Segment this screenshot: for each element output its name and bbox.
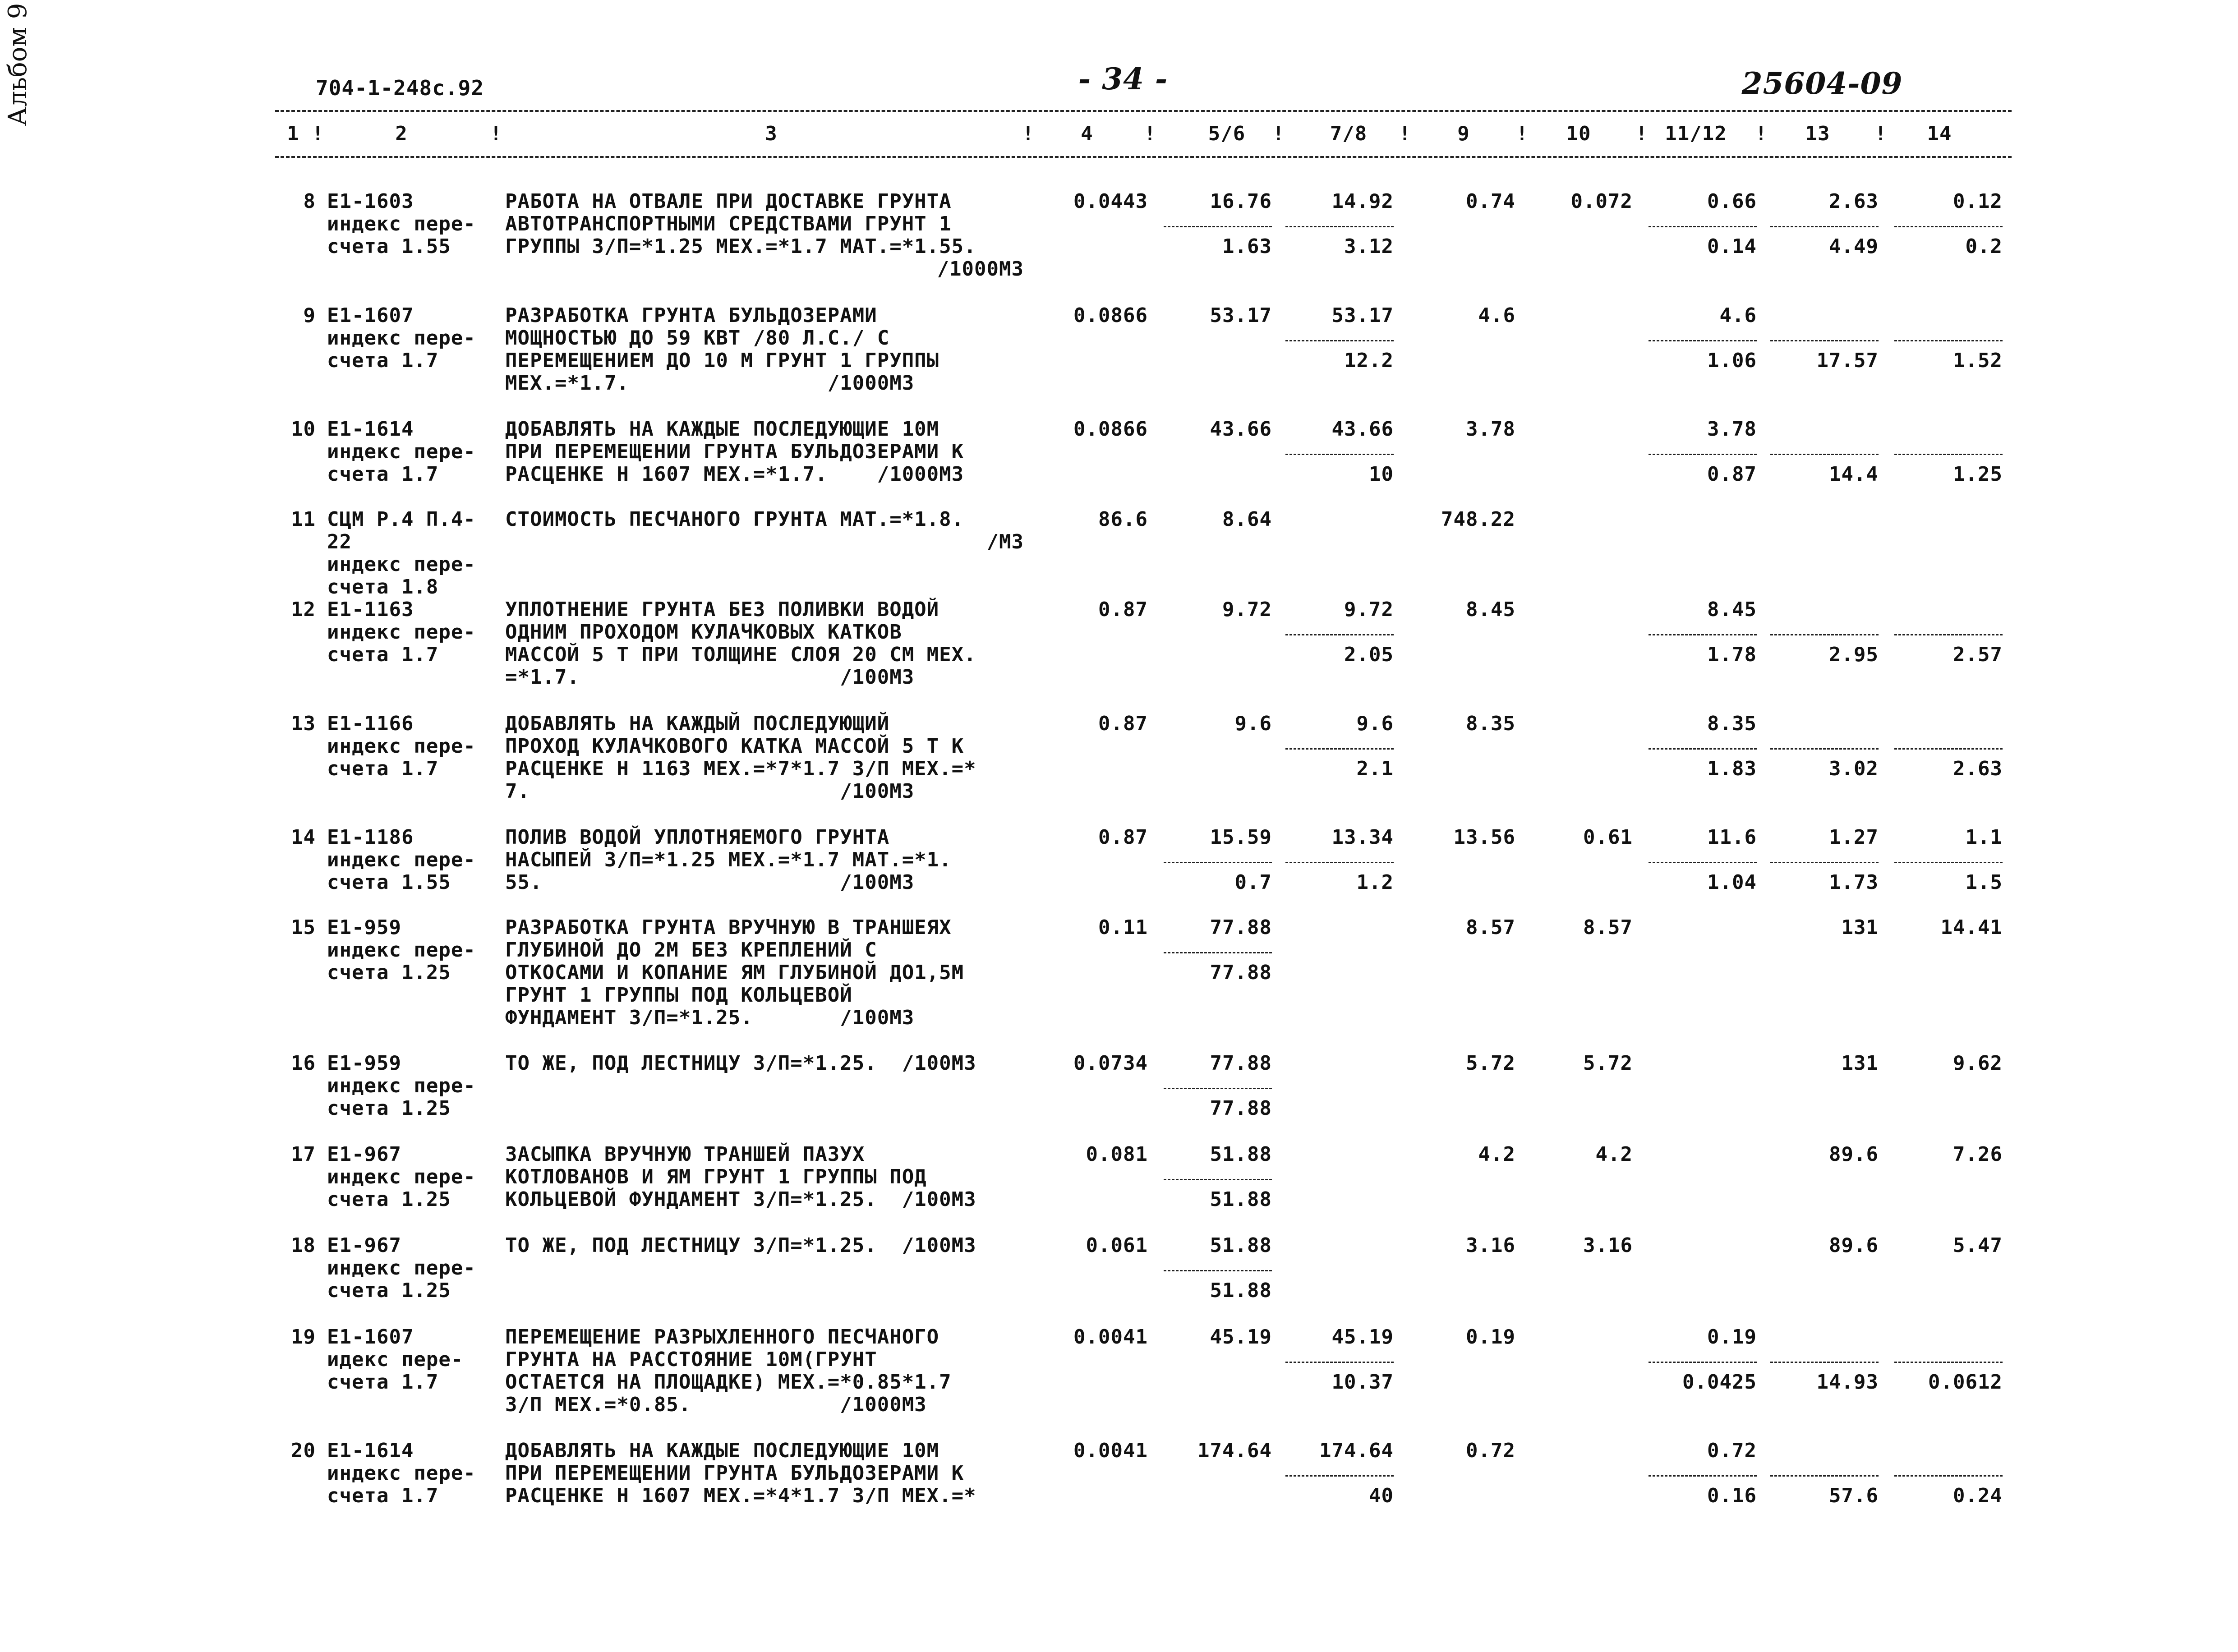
split-line-c1112 xyxy=(1649,634,1757,635)
quantity-value: 0.0041 xyxy=(1073,1325,1148,1348)
value-c13-sub: 1.73 xyxy=(1829,871,1879,894)
work-description: УПЛОТНЕНИЕ ГРУНТА БЕЗ ПОЛИВКИ ВОДОЙ xyxy=(505,598,939,621)
rate-code: счета 1.7 xyxy=(327,1371,439,1394)
split-line-c78 xyxy=(1285,1475,1394,1477)
column-header-7: 9 xyxy=(1457,122,1470,145)
value-c56: 51.88 xyxy=(1210,1143,1272,1166)
value-c10: 0.072 xyxy=(1570,190,1633,213)
column-divider: ! xyxy=(1755,122,1768,145)
value-c13: 89.6 xyxy=(1829,1234,1879,1257)
rate-code: Е1-1614 xyxy=(327,1439,414,1462)
value-c1112: 8.35 xyxy=(1707,712,1757,735)
rate-code: индекс пере- xyxy=(327,1256,476,1279)
rate-code: Е1-967 xyxy=(327,1143,401,1166)
split-line-c13 xyxy=(1770,634,1879,635)
row-number: 11 xyxy=(291,508,316,531)
split-line-c1112 xyxy=(1649,454,1757,455)
value-c14-sub: 1.25 xyxy=(1953,463,2003,486)
rate-code: счета 1.8 xyxy=(327,575,439,598)
value-c9: 8.45 xyxy=(1466,598,1515,621)
rate-code: счета 1.25 xyxy=(327,1279,451,1302)
value-c56: 9.6 xyxy=(1234,712,1272,735)
quantity-value: 0.061 xyxy=(1086,1234,1148,1257)
unit-of-measure: /М3 xyxy=(986,530,1024,553)
value-c56-sub: 0.7 xyxy=(1234,871,1272,894)
column-header-1: 1 xyxy=(287,122,299,145)
rate-code: Е1-1614 xyxy=(327,418,414,441)
value-c9: 3.16 xyxy=(1466,1234,1515,1257)
column-divider: ! xyxy=(1635,122,1648,145)
value-c1112: 8.45 xyxy=(1707,598,1757,621)
rate-code: СЦМ Р.4 П.4- xyxy=(327,508,476,531)
value-c14-sub: 0.2 xyxy=(1965,235,2003,258)
value-c10: 4.2 xyxy=(1595,1143,1633,1166)
rate-code: счета 1.7 xyxy=(327,1484,439,1507)
value-c13-sub: 14.4 xyxy=(1829,463,1879,486)
value-c56-sub: 1.63 xyxy=(1222,235,1272,258)
rate-code: индекс пере- xyxy=(327,1462,476,1485)
split-line-c13 xyxy=(1770,862,1879,863)
rate-code: индекс пере- xyxy=(327,621,476,644)
column-header-5: 5/6 xyxy=(1208,122,1246,145)
column-divider: ! xyxy=(1874,122,1887,145)
value-c78-sub: 12.2 xyxy=(1344,349,1394,372)
value-c1112: 0.72 xyxy=(1707,1439,1757,1462)
work-description: ПРОХОД КУЛАЧКОВОГО КАТКА МАССОЙ 5 Т К xyxy=(505,735,964,758)
row-number: 13 xyxy=(291,712,316,735)
column-header-4: 4 xyxy=(1081,122,1093,145)
split-line-c13 xyxy=(1770,748,1879,750)
value-c14: 5.47 xyxy=(1953,1234,2003,1257)
rate-code: индекс пере- xyxy=(327,440,476,463)
value-c1112-sub: 1.06 xyxy=(1707,349,1757,372)
value-c78: 45.19 xyxy=(1331,1325,1394,1348)
rate-code: Е1-959 xyxy=(327,1052,401,1075)
split-line-c13 xyxy=(1770,340,1879,341)
value-c13-sub: 57.6 xyxy=(1829,1484,1879,1507)
column-header-2: 2 xyxy=(395,122,408,145)
value-c13: 131 xyxy=(1841,916,1879,939)
rate-code: Е1-959 xyxy=(327,916,401,939)
work-description: ОСТАЕТСЯ НА ПЛОЩАДКЕ) МЕХ.=*0.85*1.7 xyxy=(505,1371,952,1394)
split-line-c78 xyxy=(1285,454,1394,455)
split-line-c14 xyxy=(1894,634,2003,635)
rate-code: Е1-1186 xyxy=(327,826,414,849)
rate-code: Е1-1163 xyxy=(327,598,414,621)
rate-code: индекс пере- xyxy=(327,1165,476,1188)
rate-code: счета 1.7 xyxy=(327,463,439,486)
split-line-c56 xyxy=(1164,1088,1272,1089)
work-description: З/П МЕХ.=*0.85. /1000М3 xyxy=(505,1393,927,1416)
value-c78-sub: 10 xyxy=(1369,463,1394,486)
work-description: 55. /100М3 xyxy=(505,871,915,894)
work-description: МЕХ.=*1.7. /1000М3 xyxy=(505,372,915,395)
split-line-c1112 xyxy=(1649,340,1757,341)
value-c56: 43.66 xyxy=(1210,418,1272,441)
rate-code: идекс пере- xyxy=(327,1348,464,1371)
rate-code: индекс пере- xyxy=(327,1074,476,1097)
row-number: 18 xyxy=(291,1234,316,1257)
value-c78-sub: 1.2 xyxy=(1356,871,1394,894)
work-description: =*1.7. /100М3 xyxy=(505,666,915,689)
row-number: 14 xyxy=(291,826,316,849)
column-header-8: 10 xyxy=(1566,122,1591,145)
work-description: ТО ЖЕ, ПОД ЛЕСТНИЦУ З/П=*1.25. /100М3 xyxy=(505,1234,976,1257)
value-c14-sub: 2.63 xyxy=(1953,757,2003,780)
work-description: ПРИ ПЕРЕМЕЩЕНИИ ГРУНТА БУЛЬДОЗЕРАМИ К xyxy=(505,440,964,463)
column-divider: ! xyxy=(1022,122,1035,145)
quantity-value: 0.87 xyxy=(1098,598,1148,621)
work-description: ГРУППЫ З/П=*1.25 МЕХ.=*1.7 МАТ.=*1.55. xyxy=(505,235,976,258)
value-c78: 43.66 xyxy=(1331,418,1394,441)
value-c1112: 11.6 xyxy=(1707,826,1757,849)
split-line-c14 xyxy=(1894,226,2003,227)
quantity-value: 0.87 xyxy=(1098,712,1148,735)
work-description: КОТЛОВАНОВ И ЯМ ГРУНТ 1 ГРУППЫ ПОД xyxy=(505,1165,927,1188)
value-c13-sub: 2.95 xyxy=(1829,643,1879,666)
rate-code: Е1-1607 xyxy=(327,304,414,327)
value-c78: 9.6 xyxy=(1356,712,1394,735)
value-c14-sub: 0.24 xyxy=(1953,1484,2003,1507)
split-line-c56 xyxy=(1164,1270,1272,1271)
value-c13: 2.63 xyxy=(1829,190,1879,213)
value-c14: 9.62 xyxy=(1953,1052,2003,1075)
value-c78-sub: 3.12 xyxy=(1344,235,1394,258)
split-line-c13 xyxy=(1770,1475,1879,1477)
value-c1112-sub: 0.14 xyxy=(1707,235,1757,258)
work-description: ЗАСЫПКА ВРУЧНУЮ ТРАНШЕЙ ПАЗУХ xyxy=(505,1143,865,1166)
value-c56: 8.64 xyxy=(1222,508,1272,531)
value-c10: 8.57 xyxy=(1583,916,1633,939)
work-description: МАССОЙ 5 Т ПРИ ТОЛЩИНЕ СЛОЯ 20 СМ МЕХ. xyxy=(505,643,976,666)
value-c78: 9.72 xyxy=(1344,598,1394,621)
value-c9: 0.74 xyxy=(1466,190,1515,213)
value-c1112: 0.66 xyxy=(1707,190,1757,213)
album-label-text: Альбом 9 xyxy=(3,3,32,126)
rate-code: счета 1.7 xyxy=(327,643,439,666)
column-divider: ! xyxy=(1272,122,1285,145)
row-number: 12 xyxy=(291,598,316,621)
row-number: 15 xyxy=(291,916,316,939)
work-description: РАЗРАБОТКА ГРУНТА БУЛЬДОЗЕРАМИ xyxy=(505,304,877,327)
rate-code: Е1-1607 xyxy=(327,1325,414,1348)
value-c9: 0.19 xyxy=(1466,1325,1515,1348)
split-line-c14 xyxy=(1894,1362,2003,1363)
column-header-9: 11/12 xyxy=(1665,122,1727,145)
split-line-c56 xyxy=(1164,226,1272,227)
quantity-value: 0.0866 xyxy=(1073,418,1148,441)
value-c78-sub: 40 xyxy=(1369,1484,1394,1507)
work-description: МОЩНОСТЬЮ ДО 59 КВТ /80 Л.С./ С xyxy=(505,327,890,350)
value-c14: 14.41 xyxy=(1940,916,2003,939)
split-line-c13 xyxy=(1770,1362,1879,1363)
value-c9: 0.72 xyxy=(1466,1439,1515,1462)
split-line-c1112 xyxy=(1649,1475,1757,1477)
column-divider: ! xyxy=(1144,122,1156,145)
column-divider: ! xyxy=(490,122,502,145)
row-number: 10 xyxy=(291,418,316,441)
row-number: 20 xyxy=(291,1439,316,1462)
split-line-c78 xyxy=(1285,340,1394,341)
rate-code: индекс пере- xyxy=(327,735,476,758)
quantity-value: 0.081 xyxy=(1086,1143,1148,1166)
rate-code: счета 1.25 xyxy=(327,1188,451,1211)
value-c9: 8.35 xyxy=(1466,712,1515,735)
value-c56: 174.64 xyxy=(1197,1439,1272,1462)
value-c78: 174.64 xyxy=(1319,1439,1394,1462)
quantity-value: 86.6 xyxy=(1098,508,1148,531)
value-c56-sub: 77.88 xyxy=(1210,1097,1272,1120)
value-c1112-sub: 1.04 xyxy=(1707,871,1757,894)
column-divider: ! xyxy=(1516,122,1529,145)
header-rule-top xyxy=(275,110,2012,112)
value-c9: 13.56 xyxy=(1453,826,1515,849)
value-c56: 15.59 xyxy=(1210,826,1272,849)
split-line-c78 xyxy=(1285,862,1394,863)
split-line-c14 xyxy=(1894,340,2003,341)
rate-code: счета 1.55 xyxy=(327,235,451,258)
work-description: ПРИ ПЕРЕМЕЩЕНИИ ГРУНТА БУЛЬДОЗЕРАМИ К xyxy=(505,1462,964,1485)
value-c1112-sub: 0.87 xyxy=(1707,463,1757,486)
value-c1112: 4.6 xyxy=(1719,304,1757,327)
value-c13-sub: 3.02 xyxy=(1829,757,1879,780)
row-number: 8 xyxy=(303,190,316,213)
row-number: 17 xyxy=(291,1143,316,1166)
split-line-c1112 xyxy=(1649,748,1757,750)
value-c78-sub: 10.37 xyxy=(1331,1371,1394,1394)
row-number: 19 xyxy=(291,1325,316,1348)
work-description: АВТОТРАНСПОРТНЫМИ СРЕДСТВАМИ ГРУНТ 1 xyxy=(505,212,952,235)
rate-code: счета 1.25 xyxy=(327,1097,451,1120)
quantity-value: 0.0443 xyxy=(1073,190,1148,213)
rate-code: Е1-1166 xyxy=(327,712,414,735)
split-line-c56 xyxy=(1164,862,1272,863)
split-line-c78 xyxy=(1285,1362,1394,1363)
value-c1112-sub: 1.78 xyxy=(1707,643,1757,666)
work-description: ГЛУБИНОЙ ДО 2М БЕЗ КРЕПЛЕНИЙ С xyxy=(505,939,877,962)
value-c9: 4.6 xyxy=(1478,304,1515,327)
split-line-c1112 xyxy=(1649,1362,1757,1363)
work-description: ДОБАВЛЯТЬ НА КАЖДЫЕ ПОСЛЕДУЮЩИЕ 10М xyxy=(505,418,939,441)
value-c56: 77.88 xyxy=(1210,916,1272,939)
work-description: ФУНДАМЕНТ З/П=*1.25. /100М3 xyxy=(505,1006,915,1029)
rate-code: индекс пере- xyxy=(327,212,476,235)
value-c56: 51.88 xyxy=(1210,1234,1272,1257)
row-number: 9 xyxy=(303,304,316,327)
column-header-11: 14 xyxy=(1927,122,1952,145)
split-line-c14 xyxy=(1894,862,2003,863)
value-c78-sub: 2.1 xyxy=(1356,757,1394,780)
value-c56: 9.72 xyxy=(1222,598,1272,621)
value-c56: 77.88 xyxy=(1210,1052,1272,1075)
work-description: РАСЦЕНКЕ Н 1607 МЕХ.=*1.7. /1000М3 xyxy=(505,463,964,486)
split-line-c1112 xyxy=(1649,226,1757,227)
split-line-c78 xyxy=(1285,748,1394,750)
value-c14-sub: 0.0612 xyxy=(1928,1371,2003,1394)
value-c78: 53.17 xyxy=(1331,304,1394,327)
rate-code: индекс пере- xyxy=(327,939,476,962)
value-c56: 16.76 xyxy=(1210,190,1272,213)
value-c78: 13.34 xyxy=(1331,826,1394,849)
document-code: 704-1-248с.92 xyxy=(316,76,484,100)
album-side-label xyxy=(0,0,32,126)
split-line-c56 xyxy=(1164,1179,1272,1180)
column-header-3: 3 xyxy=(765,122,778,145)
page-number: - 34 - xyxy=(1078,61,1168,97)
value-c1112: 3.78 xyxy=(1707,418,1757,441)
work-description: 7. /100М3 xyxy=(505,780,915,803)
document-number: 25604-09 xyxy=(1741,66,1903,101)
rate-code: индекс пере- xyxy=(327,848,476,871)
work-description: ОТКОСАМИ И КОПАНИЕ ЯМ ГЛУБИНОЙ ДО1,5М xyxy=(505,961,964,984)
quantity-value: 0.87 xyxy=(1098,826,1148,849)
split-line-c78 xyxy=(1285,226,1394,227)
value-c9: 8.57 xyxy=(1466,916,1515,939)
split-line-c78 xyxy=(1285,634,1394,635)
split-line-c14 xyxy=(1894,1475,2003,1477)
quantity-value: 0.0041 xyxy=(1073,1439,1148,1462)
row-number: 16 xyxy=(291,1052,316,1075)
work-description: РАСЦЕНКЕ Н 1163 МЕХ.=*7*1.7 З/П МЕХ.=* xyxy=(505,757,976,780)
work-description: ДОБАВЛЯТЬ НА КАЖДЫЙ ПОСЛЕДУЮЩИЙ xyxy=(505,712,890,735)
work-description: ПОЛИВ ВОДОЙ УПЛОТНЯЕМОГО ГРУНТА xyxy=(505,826,890,849)
rate-code: Е1-1603 xyxy=(327,190,414,213)
work-description: ДОБАВЛЯТЬ НА КАЖДЫЕ ПОСЛЕДУЮЩИЕ 10М xyxy=(505,1439,939,1462)
value-c1112-sub: 0.0425 xyxy=(1682,1371,1757,1394)
column-header-6: 7/8 xyxy=(1330,122,1368,145)
split-line-c1112 xyxy=(1649,862,1757,863)
value-c78-sub: 2.05 xyxy=(1344,643,1394,666)
value-c14-sub: 1.5 xyxy=(1965,871,2003,894)
work-description: РАСЦЕНКЕ Н 1607 МЕХ.=*4*1.7 З/П МЕХ.=* xyxy=(505,1484,976,1507)
rate-code: счета 1.55 xyxy=(327,871,451,894)
value-c14: 7.26 xyxy=(1953,1143,2003,1166)
work-description: ТО ЖЕ, ПОД ЛЕСТНИЦУ З/П=*1.25. /100М3 xyxy=(505,1052,976,1075)
split-line-c14 xyxy=(1894,748,2003,750)
work-description: РАЗРАБОТКА ГРУНТА ВРУЧНУЮ В ТРАНШЕЯХ xyxy=(505,916,952,939)
value-c10: 3.16 xyxy=(1583,1234,1633,1257)
value-c14-sub: 2.57 xyxy=(1953,643,2003,666)
value-c13-sub: 17.57 xyxy=(1816,349,1879,372)
value-c13: 89.6 xyxy=(1829,1143,1879,1166)
value-c56-sub: 51.88 xyxy=(1210,1279,1272,1302)
column-header-10: 13 xyxy=(1805,122,1830,145)
rate-code: счета 1.7 xyxy=(327,349,439,372)
value-c56: 53.17 xyxy=(1210,304,1272,327)
rate-code: индекс пере- xyxy=(327,553,476,576)
value-c14: 1.1 xyxy=(1965,826,2003,849)
work-description: ГРУНТА НА РАССТОЯНИЕ 10М(ГРУНТ xyxy=(505,1348,877,1371)
value-c13: 131 xyxy=(1841,1052,1879,1075)
work-description: КОЛЬЦЕВОЙ ФУНДАМЕНТ З/П=*1.25. /100М3 xyxy=(505,1188,976,1211)
work-description: НАСЫПЕЙ З/П=*1.25 МЕХ.=*1.7 МАТ.=*1. xyxy=(505,848,952,871)
quantity-value: 0.0734 xyxy=(1073,1052,1148,1075)
value-c10: 5.72 xyxy=(1583,1052,1633,1075)
split-line-c13 xyxy=(1770,226,1879,227)
work-description: ОДНИМ ПРОХОДОМ КУЛАЧКОВЫХ КАТКОВ xyxy=(505,621,902,644)
value-c13-sub: 4.49 xyxy=(1829,235,1879,258)
quantity-value: 0.11 xyxy=(1098,916,1148,939)
value-c13: 1.27 xyxy=(1829,826,1879,849)
value-c56-sub: 77.88 xyxy=(1210,961,1272,984)
work-description: СТОИМОСТЬ ПЕСЧАНОГО ГРУНТА МАТ.=*1.8. xyxy=(505,508,964,531)
work-description: ГРУНТ 1 ГРУППЫ ПОД КОЛЬЦЕВОЙ xyxy=(505,984,852,1007)
column-divider: ! xyxy=(312,122,324,145)
quantity-value: 0.0866 xyxy=(1073,304,1148,327)
header-rule-bottom xyxy=(275,156,2012,158)
work-description: ПЕРЕМЕЩЕНИЕМ ДО 10 М ГРУНТ 1 ГРУППЫ xyxy=(505,349,939,372)
value-c56-sub: 51.88 xyxy=(1210,1188,1272,1211)
rate-code: 22 xyxy=(327,530,352,553)
value-c9: 3.78 xyxy=(1466,418,1515,441)
value-c14: 0.12 xyxy=(1953,190,2003,213)
split-line-c13 xyxy=(1770,454,1879,455)
rate-code: счета 1.7 xyxy=(327,757,439,780)
rate-code: индекс пере- xyxy=(327,327,476,350)
column-divider: ! xyxy=(1399,122,1411,145)
value-c1112-sub: 1.83 xyxy=(1707,757,1757,780)
value-c13-sub: 14.93 xyxy=(1816,1371,1879,1394)
value-c10: 0.61 xyxy=(1583,826,1633,849)
work-description: ПЕРЕМЕЩЕНИЕ РАЗРЫХЛЕННОГО ПЕСЧАНОГО xyxy=(505,1325,939,1348)
rate-code: счета 1.25 xyxy=(327,961,451,984)
split-line-c56 xyxy=(1164,952,1272,953)
unit-of-measure: /1000М3 xyxy=(937,258,1024,281)
value-c1112-sub: 0.16 xyxy=(1707,1484,1757,1507)
rate-code: Е1-967 xyxy=(327,1234,401,1257)
value-c9: 5.72 xyxy=(1466,1052,1515,1075)
work-description: РАБОТА НА ОТВАЛЕ ПРИ ДОСТАВКЕ ГРУНТА xyxy=(505,190,952,213)
value-c1112: 0.19 xyxy=(1707,1325,1757,1348)
value-c78: 14.92 xyxy=(1331,190,1394,213)
value-c9: 748.22 xyxy=(1441,508,1515,531)
value-c9: 4.2 xyxy=(1478,1143,1515,1166)
value-c14-sub: 1.52 xyxy=(1953,349,2003,372)
value-c56: 45.19 xyxy=(1210,1325,1272,1348)
split-line-c14 xyxy=(1894,454,2003,455)
